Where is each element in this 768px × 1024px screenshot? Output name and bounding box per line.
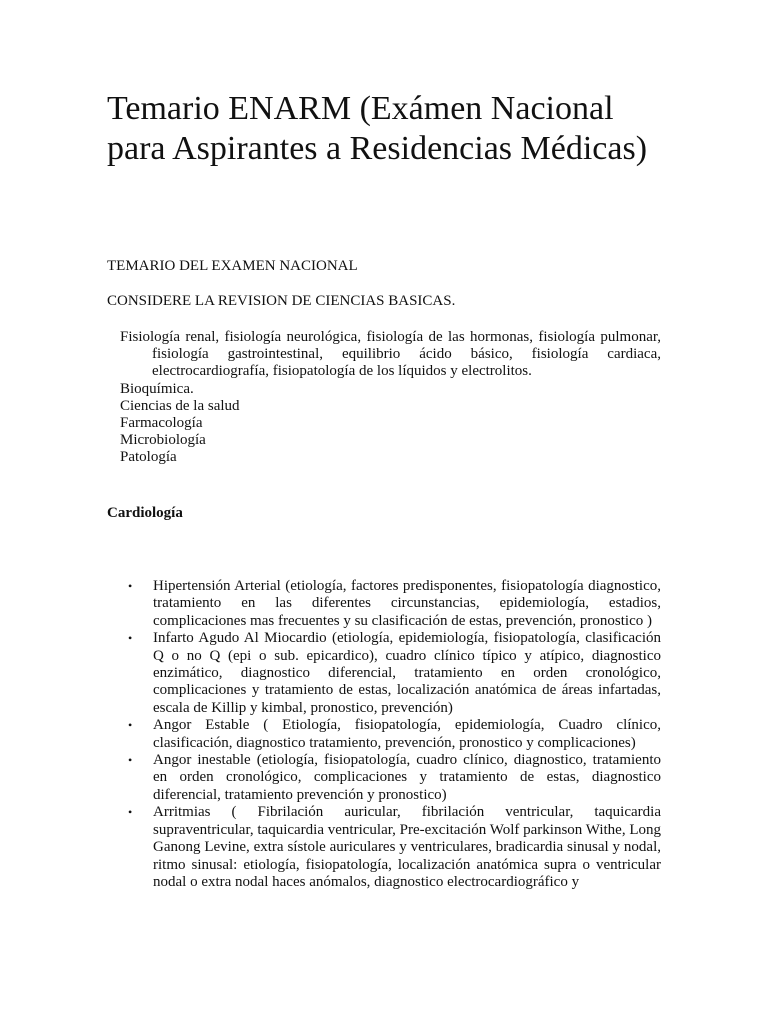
basic-sciences-item-bioquimica: Bioquímica.: [120, 380, 194, 397]
bullet-icon: •: [128, 805, 133, 820]
list-item: [128, 630, 661, 717]
basic-sciences-block: [120, 329, 661, 467]
list-item: [128, 578, 661, 630]
list-item-text: Angor inestable (etiología, fisiopatología, cuadro clínico, diagnostico, tratamiento en orden cronológico, complicaciones y tratamiento de estas, diagnostico diferencial, tratamiento prevención y pronostico): [153, 752, 661, 803]
bullet-icon: •: [128, 579, 133, 593]
list-item: [128, 717, 661, 752]
bullet-icon: •: [128, 753, 133, 768]
basic-sciences-item-microbiologia: Microbiología: [120, 432, 206, 449]
list-item-text: Hipertensión Arterial (etiología, factores predisponentes, fisiopatología diagnostico, tratamiento en las diferentes circunstancias, epidemiología, estadios, complicaciones mas frecuentes y su clasificación de estas, prevención, pronostico ): [153, 578, 661, 629]
basic-sciences-item-farmacologia: Farmacología: [120, 415, 203, 432]
basic-sciences-paragraph: Fisiología renal, fisiología neurológica, fisiología de las hormonas, fisiología pulmonar, fisiología gastrointestinal, equilibrio ácido básico, fisiología cardiaca, electrocardiografía, fisiopatología de los líquidos y electrolitos.: [120, 329, 661, 380]
list-item: [128, 752, 661, 804]
list-item-text: Infarto Agudo Al Miocardio (etiología, epidemiología, fisiopatología, clasificación Q o no Q (epi o sub. epicardico), cuadro clínico típico y atípico, diagnostico enzimático, diagnostico diferencial, tratamiento en orden cronológico, complicaciones y tratamiento de estas, localización anatómica de áreas infartadas, escala de Killip y kimbal, pronostico, prevención): [153, 630, 661, 716]
basic-sciences-item-ciencias-salud: Ciencias de la salud: [120, 397, 240, 414]
section-title-cardiologia: Cardiología: [107, 505, 183, 521]
bullet-icon: •: [128, 718, 133, 733]
bullet-icon: •: [128, 631, 133, 646]
heading-considere: CONSIDERE LA REVISION DE CIENCIAS BASICAS.: [107, 293, 456, 309]
basic-sciences-item-patologia: Patología: [120, 449, 177, 466]
heading-temario: TEMARIO DEL EXAMEN NACIONAL: [107, 258, 358, 274]
cardiologia-list: [128, 578, 661, 891]
document-title: Temario ENARM (Exámen Nacional para Aspirantes a Residencias Médicas): [107, 90, 648, 167]
list-item-text: Angor Estable ( Etiología, fisiopatología, epidemiología, Cuadro clínico, clasificación, diagnostico tratamiento, prevención, pronostico y complicaciones): [153, 717, 661, 751]
list-item-text: Arritmias ( Fibrilación auricular, fibrilación ventricular, taquicardia supraventricular, taquicardia ventricular, Pre-excitación Wolf parkinson Withe, Long Ganong Levine, extra sístole auriculares y ventriculares, bradicardia sinusal y nodal, ritmo sinusal: etiología, fisiopatología, localización anatómica supra o ventricular nodal o extra nodal haces anómalos, diagnostico electrocardiográfico y: [153, 804, 661, 890]
list-item: [128, 804, 661, 891]
